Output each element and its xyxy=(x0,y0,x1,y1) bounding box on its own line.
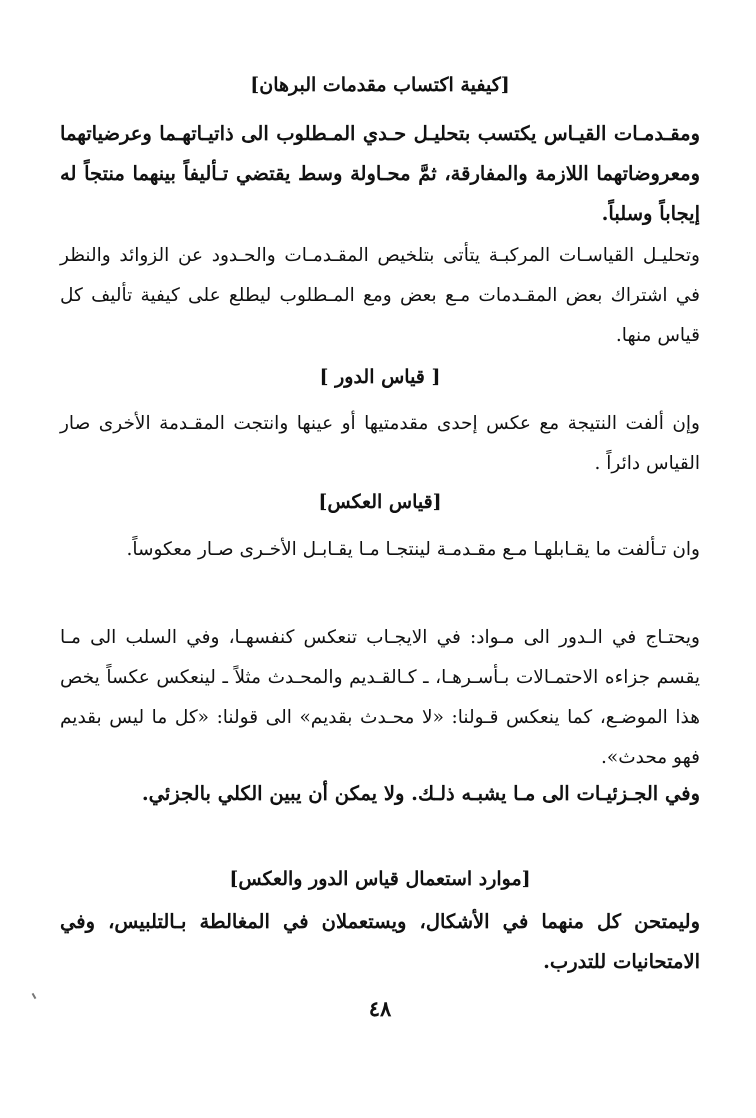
paragraph-usage: وليمتحن كل منهما في الأشكال، ويستعملان في المغالطة بـالتلبيس، وفي الامتحانيات للتدرب. xyxy=(60,910,700,973)
section-heading-converse-syllogism: [قياس العكس] xyxy=(318,491,442,513)
paragraph-premises-acquisition: ومقـدمـات القيـاس يكتسب بتحليـل حـدي المـطلوب الى ذاتيـاتهـما وعرضياتهما ومعروضاتهما اللازمة والمفارقة، ثمَّ محـاولة وسط يقتضي تـأليفاً بينهما منتجاً له إيجاباً وسلباً. xyxy=(60,122,700,225)
book-page xyxy=(60,0,700,1118)
section-heading-proof-premises: [كيفية اكتساب مقدمات البرهان] xyxy=(250,74,510,96)
scan-speck xyxy=(32,993,37,999)
paragraph-compound-syllogism-analysis: وتحليـل القياسـات المركبـة يتأتى بتلخيص المقـدمـات والحـدود عن الزوائد والنظر في اشتراك بعض المقـدمات مـع بعض ومع المـطلوب ليطلع على كيفية تأليف كل قياس منها. xyxy=(60,245,700,346)
paragraph-converse-syllogism: وان تـألفت ما يقـابلهـا مـع مقـدمـة لينتجـا مـا يقـابـل الأخـرى صـار معكوساً. xyxy=(126,539,700,560)
paragraph-circular-syllogism: وإن ألفت النتيجة مع عكس إحدى مقدمتيها أو عينها وانتجت المقـدمة الأخرى صار القياس دائراً . xyxy=(60,413,700,474)
section-heading-usage: [موارد استعمال قياس الدور والعكس] xyxy=(229,868,531,890)
paragraph-particulars: وفي الجـزئيـات الى مـا يشبـه ذلـك. ولا يمكن أن يبين الكلي بالجزئي. xyxy=(141,782,700,805)
section-heading-circular-syllogism: [ قياس الدور ] xyxy=(319,366,441,388)
paragraph-circular-materials: ويحتـاج في الـدور الى مـواد: في الايجـاب تنعكس كنفسهـا، وفي السلب الى مـا يقسم جزاءه الاحتمـالات بـأسـرهـا، ـ كـالقـديم والمحـدث مثلاً ـ لينعكس عكساً يخص هذا الموضـع، كما ينعكس قـولنا: «لا محـدث بقديم» الى قولنا: «كل ما ليس بقديم فهو محدث». xyxy=(60,627,700,768)
page-number: ٤٨ xyxy=(368,996,392,1021)
